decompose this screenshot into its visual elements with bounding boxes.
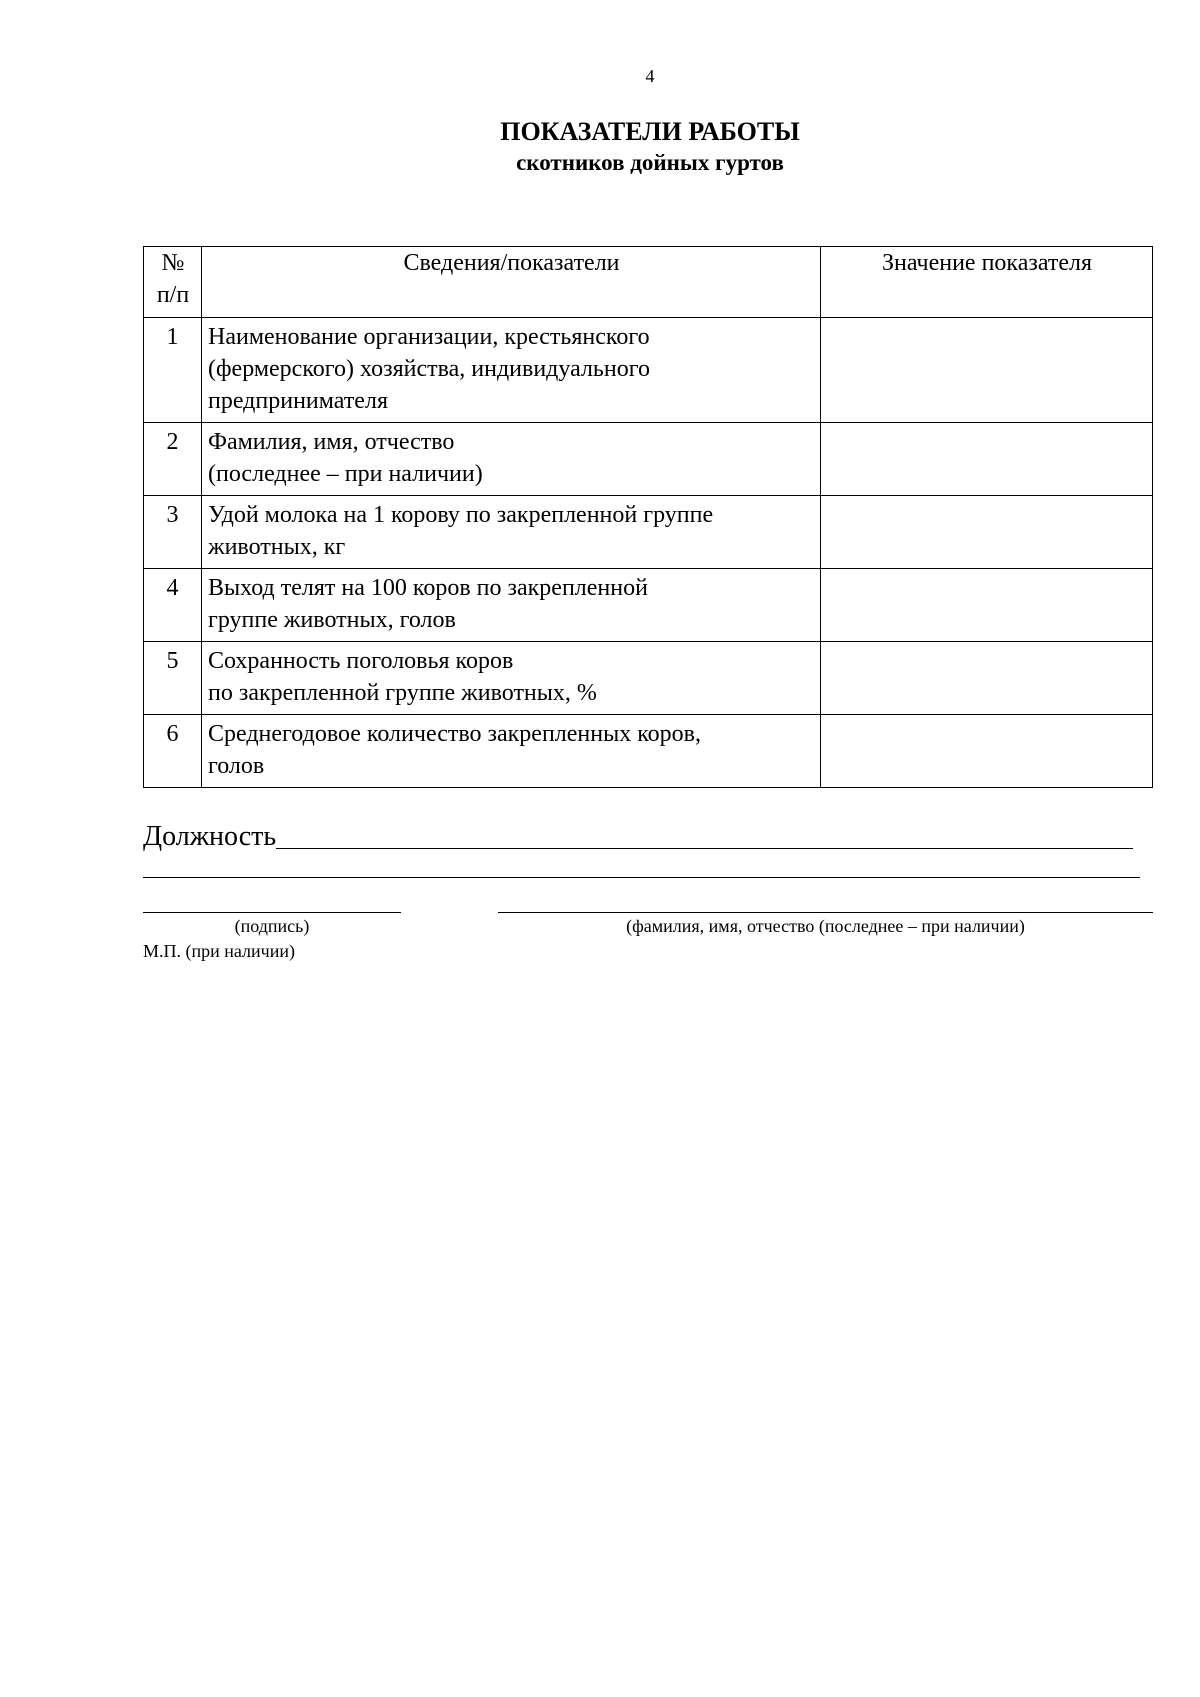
row-number: 4 <box>144 569 202 642</box>
stamp-note: М.П. (при наличии) <box>143 941 295 961</box>
row-number: 3 <box>144 496 202 569</box>
position-label: Должность <box>143 821 277 852</box>
table-row <box>144 496 1153 569</box>
row-value-cell[interactable] <box>821 496 1153 569</box>
row-description: Выход телят на 100 коров по закрепленной группе животных, голов <box>202 569 821 642</box>
table-header-row <box>144 247 1153 318</box>
row-number: 1 <box>144 318 202 423</box>
signature-caption: (подпись) <box>234 916 310 936</box>
row-description: Наименование организации, крестьянского (фермерского) хозяйства, индивидуального предпринимателя <box>202 318 821 423</box>
row-number: 5 <box>144 642 202 715</box>
header-value: Значение показателя <box>821 247 1153 318</box>
row-value-cell[interactable] <box>821 642 1153 715</box>
row-value-cell[interactable] <box>821 318 1153 423</box>
row-value-cell[interactable] <box>821 715 1153 788</box>
full-name-line[interactable] <box>498 912 1153 913</box>
row-value-cell[interactable] <box>821 423 1153 496</box>
row-description: Сохранность поголовья коров по закрепленной группе животных, % <box>202 642 821 715</box>
indicators-table <box>143 246 1153 788</box>
position-continuation-line[interactable] <box>143 877 1140 878</box>
row-number: 2 <box>144 423 202 496</box>
page-number: 4 <box>645 66 655 86</box>
header-description: Сведения/показатели <box>202 247 821 318</box>
table-row <box>144 569 1153 642</box>
row-description: Удой молока на 1 корову по закрепленной группе животных, кг <box>202 496 821 569</box>
row-description: Фамилия, имя, отчество (последнее – при наличии) <box>202 423 821 496</box>
document-subtitle: скотников дойных гуртов <box>516 150 784 175</box>
full-name-caption: (фамилия, имя, отчество (последнее – при наличии) <box>626 916 1025 936</box>
table-row <box>144 642 1153 715</box>
row-number: 6 <box>144 715 202 788</box>
document-title: ПОКАЗАТЕЛИ РАБОТЫ <box>500 117 800 146</box>
table-row <box>144 715 1153 788</box>
signature-line[interactable] <box>143 912 401 913</box>
position-input-line[interactable] <box>276 847 1133 849</box>
header-number: № п/п <box>144 247 202 318</box>
row-value-cell[interactable] <box>821 569 1153 642</box>
table-row <box>144 423 1153 496</box>
position-field <box>143 818 1133 852</box>
row-description: Среднегодовое количество закрепленных коров, голов <box>202 715 821 788</box>
table-row <box>144 318 1153 423</box>
